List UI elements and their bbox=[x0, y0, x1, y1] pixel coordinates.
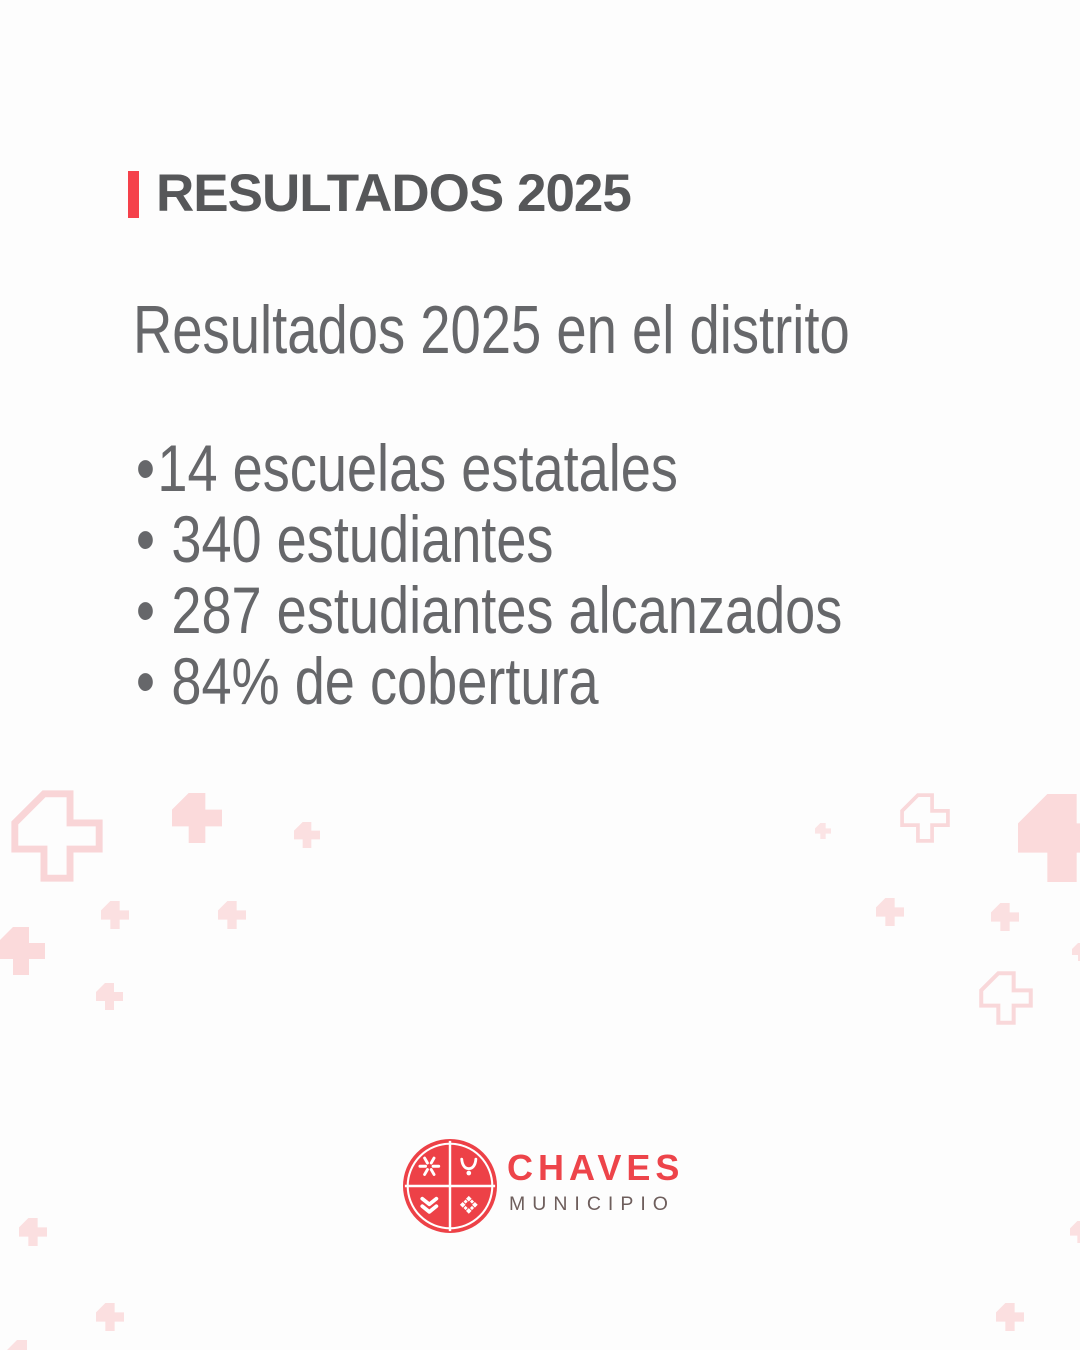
plus-icon bbox=[1018, 794, 1080, 882]
bullet-text: 287 estudiantes alcanzados bbox=[171, 573, 843, 647]
brand-subtitle: MUNICIPIO bbox=[509, 1193, 675, 1215]
bullet-icon: • bbox=[136, 502, 155, 576]
plus-icon bbox=[218, 901, 246, 929]
plus-icon bbox=[96, 1303, 124, 1331]
plus-outline-icon bbox=[979, 971, 1033, 1025]
list-item bbox=[136, 575, 842, 646]
logo-circle bbox=[403, 1139, 497, 1233]
list-item bbox=[136, 646, 842, 717]
plus-icon bbox=[996, 1303, 1024, 1331]
bullet-text: 84% de cobertura bbox=[171, 644, 599, 718]
plus-icon bbox=[1070, 1221, 1080, 1243]
page-title: Resultados 2025 en el distrito bbox=[133, 292, 850, 368]
plus-icon bbox=[7, 1340, 37, 1350]
pinwheel-star-icon bbox=[420, 1158, 439, 1174]
plus-icon bbox=[96, 983, 123, 1010]
chaves-municipio-logo-icon bbox=[403, 1139, 497, 1233]
bullet-icon: • bbox=[136, 431, 155, 505]
plus-outline-icon bbox=[11, 790, 103, 882]
header-kicker bbox=[128, 164, 631, 223]
list-item bbox=[136, 433, 842, 504]
plus-icon bbox=[815, 823, 831, 839]
bullet-text: 340 estudiantes bbox=[171, 502, 554, 576]
bull-head-icon bbox=[462, 1159, 476, 1175]
plus-icon bbox=[991, 903, 1019, 931]
accent-bar bbox=[128, 171, 139, 218]
plus-icon bbox=[0, 927, 45, 975]
kicker-label: RESULTADOS 2025 bbox=[156, 164, 631, 223]
plus-icon bbox=[19, 1218, 47, 1246]
plus-outline-icon bbox=[900, 793, 950, 843]
list-item bbox=[136, 504, 842, 575]
bullet-list bbox=[136, 433, 842, 717]
plus-icon bbox=[172, 793, 222, 843]
bullet-icon: • bbox=[136, 644, 155, 718]
plus-icon bbox=[294, 822, 320, 848]
bullet-text: 14 escuelas estatales bbox=[157, 431, 678, 505]
plus-icon bbox=[101, 901, 129, 929]
bullet-icon: • bbox=[136, 573, 155, 647]
plus-icon bbox=[1072, 943, 1080, 961]
chevron-leaves-icon bbox=[422, 1199, 436, 1212]
plus-icon bbox=[876, 898, 904, 926]
dot-diamond-icon bbox=[460, 1196, 478, 1214]
brand-name: CHAVES bbox=[507, 1147, 685, 1188]
